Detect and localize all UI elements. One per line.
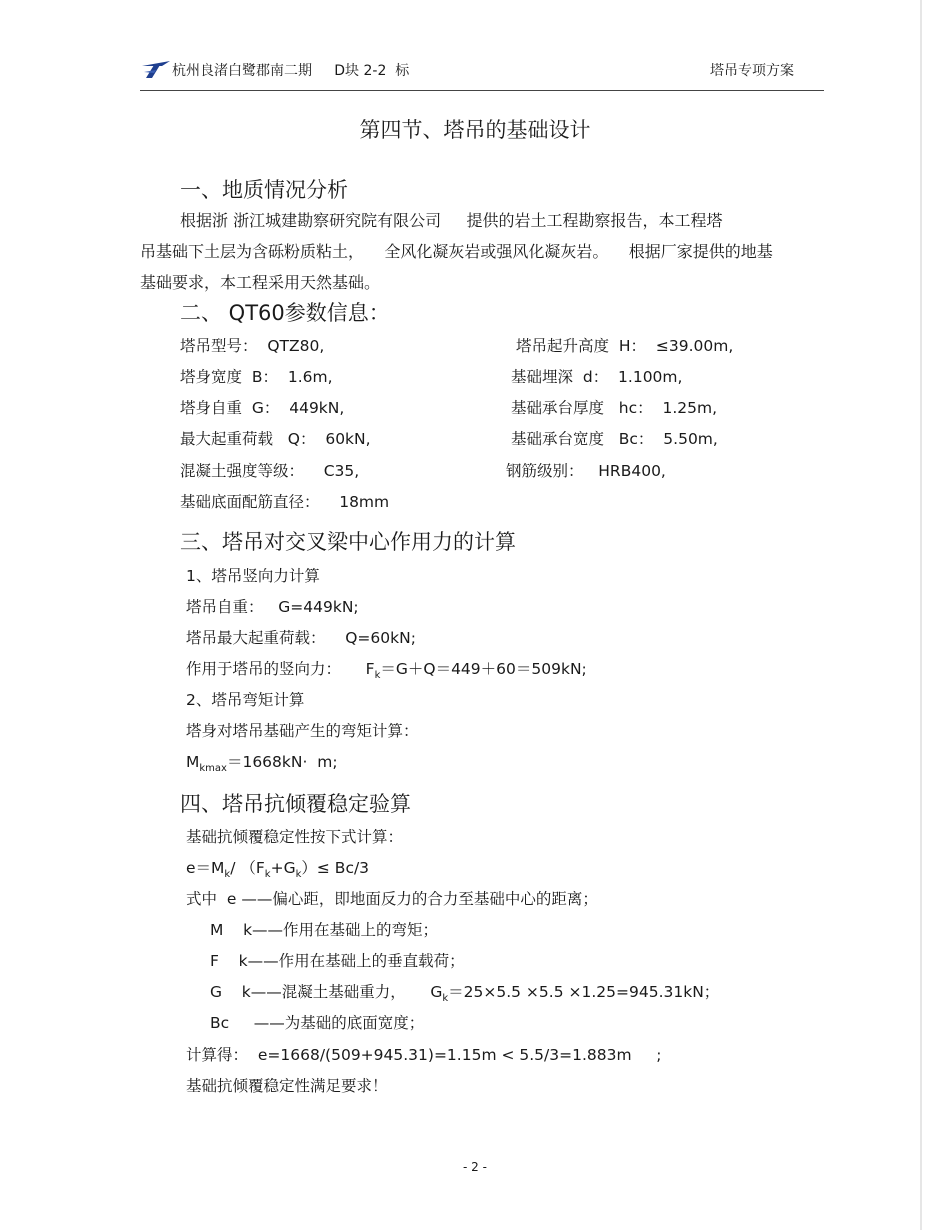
param-last: 基础底面配筋直径： 18mm [180, 493, 390, 511]
param-right: 基础承台宽度 Bc： 5.50m, [511, 430, 718, 448]
param-right: 塔吊起升高度 H： ≤39.00m, [516, 337, 734, 355]
page-edge [920, 0, 922, 1230]
section4-def3: F k——作用在基础上的垂直载荷； [210, 952, 465, 970]
page-header [140, 58, 824, 91]
section3-sub1: 1、塔吊竖向力计算 [186, 567, 320, 585]
section3-line3: 作用于塔吊的竖向力： $F_k=G+Q=449+60=509kN$; [186, 660, 587, 681]
section4-def2: M k——作用在基础上的弯矩； [210, 921, 439, 939]
section1-para-line2: 吊基础下土层为含砾粉质粘土， 全风化凝灰岩或强风化凝灰岩。 根据厂家提供的地基 [140, 242, 773, 261]
section3-line4: 塔身对塔吊基础产生的弯矩计算： [186, 722, 419, 740]
param-right: 基础埋深 d： 1.100m, [511, 368, 683, 386]
page-title: 第四节、塔吊的基础设计 [359, 118, 591, 142]
section3-heading: 三、塔吊对交叉梁中心作用力的计算 [180, 530, 516, 554]
section1-heading: 一、地质情况分析 [180, 178, 348, 202]
param-left: 塔身自重 G： 449kN, [180, 399, 345, 417]
param-left: 混凝土强度等级： C35, [180, 462, 360, 480]
section1-para-line3: 基础要求，本工程采用天然基础。 [140, 273, 381, 292]
section4-heading: 四、塔吊抗倾覆稳定验算 [180, 792, 411, 816]
param-left: 塔吊型号： QTZ80, [180, 337, 325, 355]
section4-line1: 基础抗倾覆稳定性按下式计算： [186, 828, 404, 846]
section4-def5: Bc ——为基础的底面宽度； [210, 1014, 425, 1032]
param-right: 基础承台厚度 hc： 1.25m, [511, 399, 718, 417]
page-number: - 2 - [463, 1160, 487, 1174]
param-right: 钢筋级别： HRB400, [506, 462, 666, 480]
section4-formula: $e=M_k/$ $(F_k+G_k)\le Bc/3$ [186, 859, 370, 880]
section3-sub2: 2、塔吊弯矩计算 [186, 691, 305, 709]
company-logo-icon [140, 58, 172, 80]
section4-def4: G k——混凝土基础重力， $G_k=25\times 5.5 \times 5.5 \times 1.25=945.31kN$； [210, 983, 720, 1004]
section2-heading: 二、 QT60参数信息： [180, 301, 390, 325]
param-left: 最大起重荷载 Q： 60kN, [180, 430, 371, 448]
header-doc-title: 塔吊专项方案 [710, 63, 794, 79]
section3-line5: $M_{kmax}=1668kN\cdot m$; [186, 753, 338, 774]
section4-calc: 计算得： e=1668/(509+945.31)=1.15m < 5.5/3=1.883m ; [186, 1046, 662, 1064]
section4-def1: 式中 e ——偏心距，即地面反力的合力至基础中心的距离； [186, 890, 598, 908]
param-left: 塔身宽度 B： 1.6m, [180, 368, 333, 386]
section1-para-line1: 根据浙 浙江城建勘察研究院有限公司 提供的岩土工程勘察报告，本工程塔 [180, 211, 723, 230]
section3-line2: 塔吊最大起重荷载： Q=60kN; [186, 629, 416, 647]
header-project-name: 杭州良渚白鹭郡南二期 D块 2-2 标 [172, 63, 410, 79]
section3-line1: 塔吊自重： G=449kN; [186, 598, 359, 616]
section4-result: 基础抗倾覆稳定性满足要求！ [186, 1077, 388, 1095]
